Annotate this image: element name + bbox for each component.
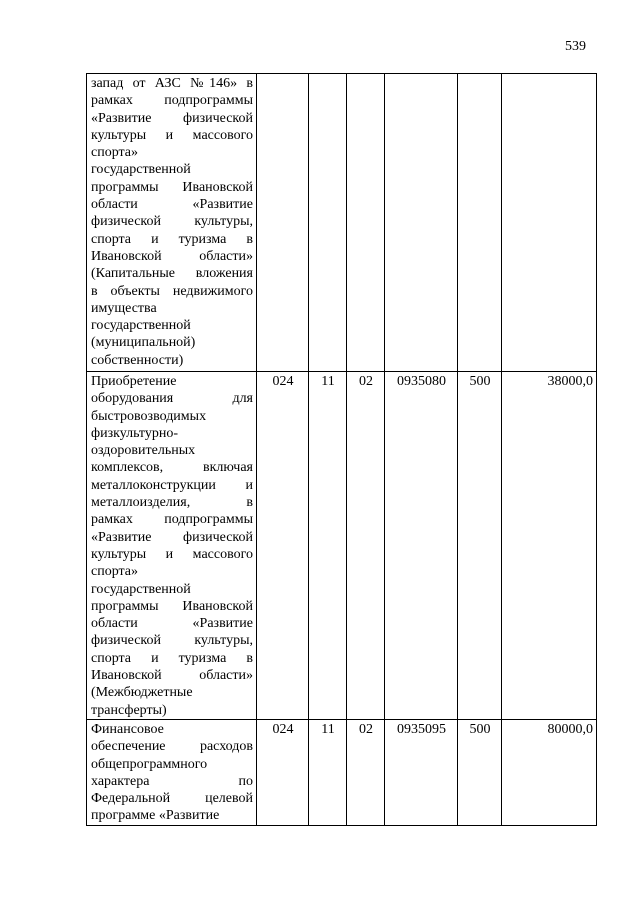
ministry-code-cell [257, 74, 309, 372]
description-line: программы Ивановской [91, 598, 253, 614]
description-line: спорта и туризма в [91, 650, 253, 666]
description-line: «Развитие физической [91, 110, 253, 126]
description-line: физкультурно- [91, 425, 179, 441]
description-line: культуры и массового [91, 546, 253, 562]
expense-type-cell [458, 74, 502, 372]
description-line: области «Развитие [91, 616, 253, 632]
section-code-cell: 11 [309, 372, 347, 720]
page-number: 539 [565, 39, 586, 54]
description-line: оборудования для [91, 391, 253, 407]
description-line: (Межбюджетные [91, 685, 193, 701]
description-line: (муниципальной) [91, 335, 196, 351]
description-cell [87, 74, 257, 372]
target-item-cell [385, 74, 458, 372]
description-line: в объекты недвижимого [91, 283, 253, 299]
description-line: культуры и массового [91, 127, 253, 143]
description-line: области «Развитие [91, 197, 253, 213]
description-line: государственной [91, 162, 191, 178]
description-line: спорта» [91, 145, 139, 161]
description-line: быстровозводимых [91, 408, 207, 424]
section-code-cell: 11 [309, 719, 347, 825]
description-line: оздоровительных [91, 443, 196, 459]
description-line: имущества [91, 300, 157, 316]
ministry-code-cell: 024 [257, 372, 309, 720]
ministry-code-cell: 024 [257, 719, 309, 825]
subsection-code-cell [347, 74, 385, 372]
amount-cell [502, 74, 597, 372]
description-line: Финансовое [91, 721, 164, 737]
description-line: физической культуры, [91, 214, 253, 230]
description-line: спорта» [91, 564, 139, 580]
description-line: комплексов, включая [91, 460, 253, 476]
description-cell [87, 719, 257, 825]
expense-type-cell: 500 [458, 719, 502, 825]
description-line: Федеральной целевой [91, 791, 253, 807]
expense-type-cell: 500 [458, 372, 502, 720]
description-line: запад от АЗС №146» в [91, 76, 253, 91]
description-line: Ивановской области» [91, 248, 253, 264]
description-line: (Капитальные вложения [91, 266, 253, 282]
description-line: физической культуры, [91, 633, 253, 649]
table-row [87, 372, 597, 720]
amount-cell: 80000,0 [502, 719, 597, 825]
description-line: трансферты) [91, 702, 167, 718]
table-row [87, 719, 597, 825]
description-line: обеспечение расходов [91, 739, 253, 755]
description-line: металлоизделия, в [91, 495, 253, 511]
description-line: Приобретение [91, 374, 177, 389]
description-line: рамках подпрограммы [91, 93, 253, 109]
budget-table [86, 73, 597, 826]
description-line: государственной [91, 581, 191, 597]
subsection-code-cell: 02 [347, 719, 385, 825]
target-item-cell: 0935080 [385, 372, 458, 720]
description-line: программе «Развитие [91, 808, 220, 824]
description-line: рамках подпрограммы [91, 512, 253, 528]
description-cell [87, 372, 257, 720]
description-line: «Развитие физической [91, 529, 253, 545]
description-line: металлоконструкции и [91, 477, 253, 493]
description-line: общепрограммного [91, 756, 208, 772]
description-line: спорта и туризма в [91, 231, 253, 247]
target-item-cell: 0935095 [385, 719, 458, 825]
table-row [87, 74, 597, 372]
section-code-cell [309, 74, 347, 372]
description-line: характера по [91, 773, 253, 789]
description-line: собственности) [91, 352, 184, 368]
subsection-code-cell: 02 [347, 372, 385, 720]
amount-cell: 38000,0 [502, 372, 597, 720]
description-line: государственной [91, 318, 191, 334]
description-line: программы Ивановской [91, 179, 253, 195]
description-line: Ивановской области» [91, 668, 253, 684]
